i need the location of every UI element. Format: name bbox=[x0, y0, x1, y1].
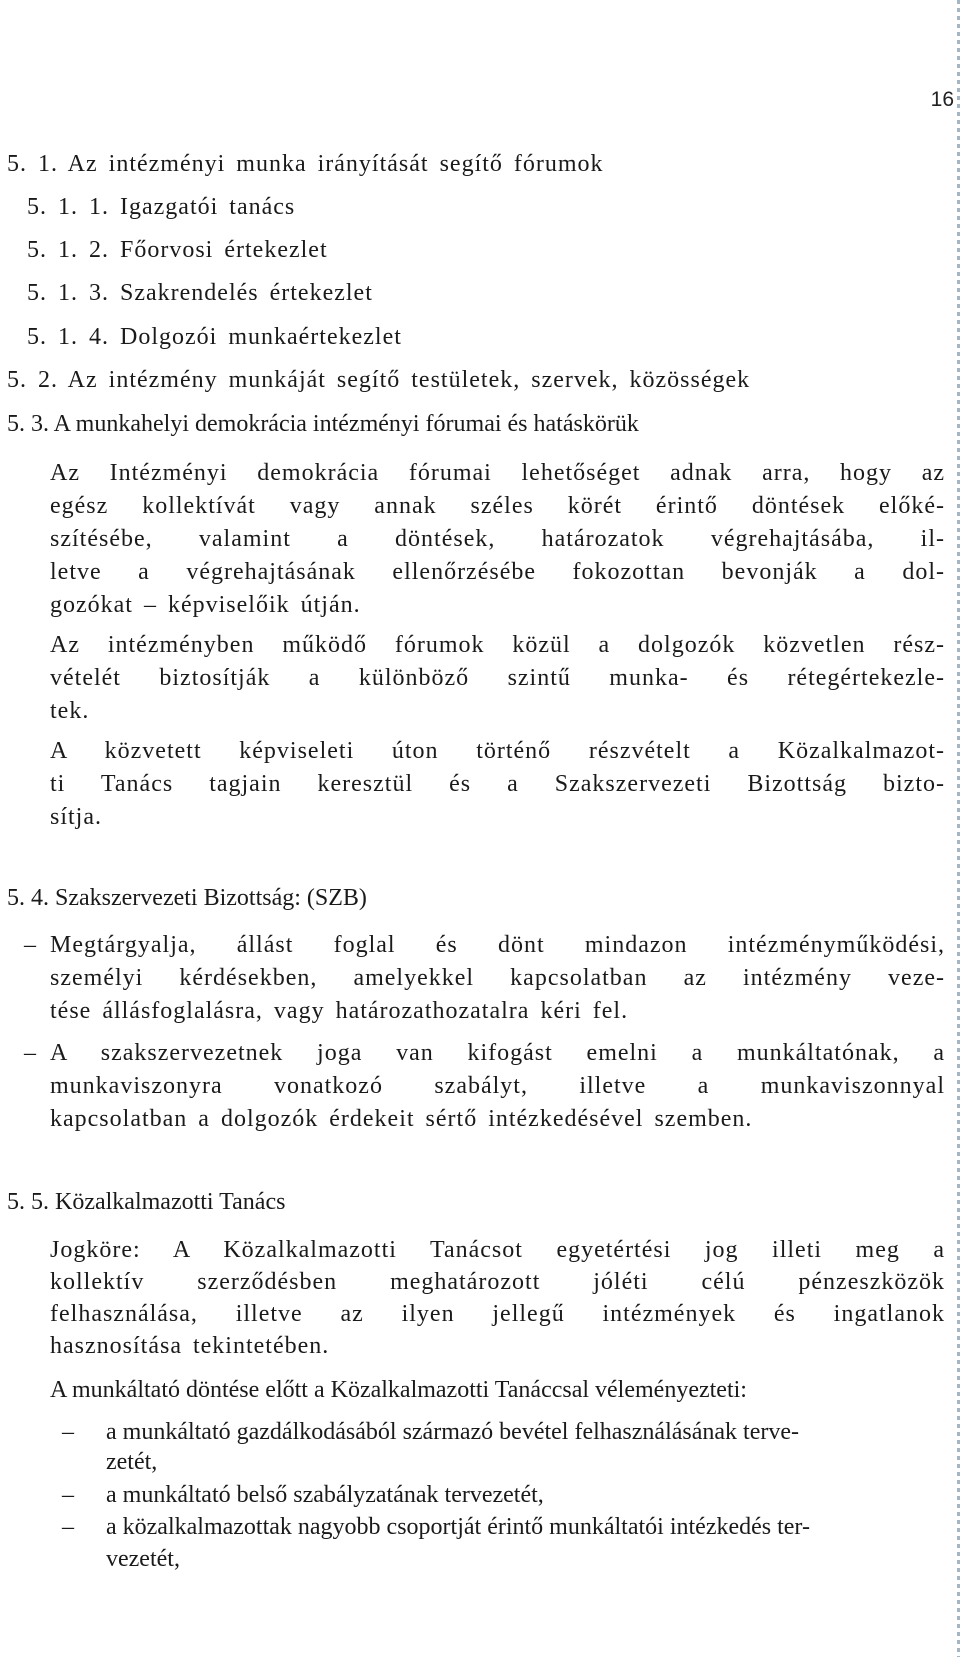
heading-5-1-1: 5. 1. 1. Igazgatói tanács bbox=[27, 194, 296, 220]
s54-item-line: kapcsolatban a dolgozók érdekeit sértő intézkedésével szemben. bbox=[50, 1106, 753, 1132]
s53-p3-line: sítja. bbox=[50, 804, 102, 830]
s53-p3-line: ti Tanács tagjain keresztül és a Szakszervezeti Bizottság bizto- bbox=[50, 771, 945, 797]
dash-bullet: – bbox=[24, 1040, 36, 1066]
heading-5-4: 5. 4. Szakszervezeti Bizottság: (SZB) bbox=[7, 885, 367, 911]
s53-p2-line: tek. bbox=[50, 698, 90, 724]
s55-list-line: zetét, bbox=[106, 1449, 158, 1475]
heading-5-1: 5. 1. Az intézményi munka irányítását segítő fórumok bbox=[7, 151, 604, 177]
s54-item-line: Megtárgyalja, állást foglal és dönt mindazon intézményműködési, bbox=[50, 932, 945, 958]
s55-p1-line: Jogköre: A Közalkalmazotti Tanácsot egyetértési jog illeti meg a bbox=[50, 1237, 945, 1263]
s53-p3-line: A közvetett képviseleti úton történő részvételt a Közalkalmazot- bbox=[50, 738, 945, 764]
heading-5-1-4: 5. 1. 4. Dolgozói munkaértekezlet bbox=[27, 324, 402, 350]
page-number: 16 bbox=[930, 88, 954, 111]
s53-p2-line: Az intézményben működő fórumok közül a dolgozók közvetlen rész- bbox=[50, 632, 945, 658]
s55-p2: A munkáltató döntése előtt a Közalkalmazotti Tanáccsal véleményezteti: bbox=[50, 1377, 747, 1403]
s53-p1-line: letve a végrehajtásának ellenőrzésébe fokozottan bevonják a dol- bbox=[50, 559, 945, 585]
dash-bullet: – bbox=[62, 1514, 74, 1540]
dash-bullet: – bbox=[62, 1419, 74, 1445]
heading-5-1-2: 5. 1. 2. Főorvosi értekezlet bbox=[27, 237, 328, 263]
s55-list-line: vezetét, bbox=[106, 1546, 180, 1572]
s53-p1-line: szítésébe, valamint a döntések, határozatok végrehajtásába, il- bbox=[50, 526, 945, 552]
s55-p1-line: hasznosítása tekintetében. bbox=[50, 1333, 330, 1359]
dash-bullet: – bbox=[24, 932, 36, 958]
s55-p1-line: kollektív szerződésben meghatározott jóléti célú pénzeszközök bbox=[50, 1269, 945, 1295]
s54-item-line: tése állásfoglalásra, vagy határozathozatalra kéri fel. bbox=[50, 998, 629, 1024]
s54-item-line: személyi kérdésekben, amelyekkel kapcsolatban az intézmény veze- bbox=[50, 965, 945, 991]
s55-p1-line: felhasználása, illetve az ilyen jellegű intézmények és ingatlanok bbox=[50, 1301, 945, 1327]
s55-list-line: a munkáltató gazdálkodásából származó bevétel felhasználásának terve- bbox=[106, 1419, 799, 1445]
s53-p1-line: Az Intézményi demokrácia fórumai lehetőséget adnak arra, hogy az bbox=[50, 460, 945, 486]
s54-item-line: A szakszervezetnek joga van kifogást emelni a munkáltatónak, a bbox=[50, 1040, 945, 1066]
heading-5-2: 5. 2. Az intézmény munkáját segítő testületek, szervek, közösségek bbox=[7, 367, 751, 393]
s55-list-line: a közalkalmazottak nagyobb csoportját érintő munkáltatói intézkedés ter- bbox=[106, 1514, 810, 1540]
s54-item-line: munkaviszonyra vonatkozó szabályt, illetve a munkaviszonnyal bbox=[50, 1073, 945, 1099]
s53-p1-line: gozókat – képviselőik útján. bbox=[50, 592, 361, 618]
heading-5-1-3: 5. 1. 3. Szakrendelés értekezlet bbox=[27, 280, 373, 306]
s53-p1-line: egész kollektívát vagy annak széles körét érintő döntések előké- bbox=[50, 493, 945, 519]
dash-bullet: – bbox=[62, 1482, 74, 1508]
s55-list-line: a munkáltató belső szabályzatának tervezetét, bbox=[106, 1482, 544, 1508]
s53-p2-line: vételét biztosítják a különböző szintű munka- és rétegértekezle- bbox=[50, 665, 945, 691]
heading-5-3: 5. 3. A munkahelyi demokrácia intézményi fórumai és hatáskörük bbox=[7, 411, 639, 437]
heading-5-5: 5. 5. Közalkalmazotti Tanács bbox=[7, 1189, 286, 1215]
